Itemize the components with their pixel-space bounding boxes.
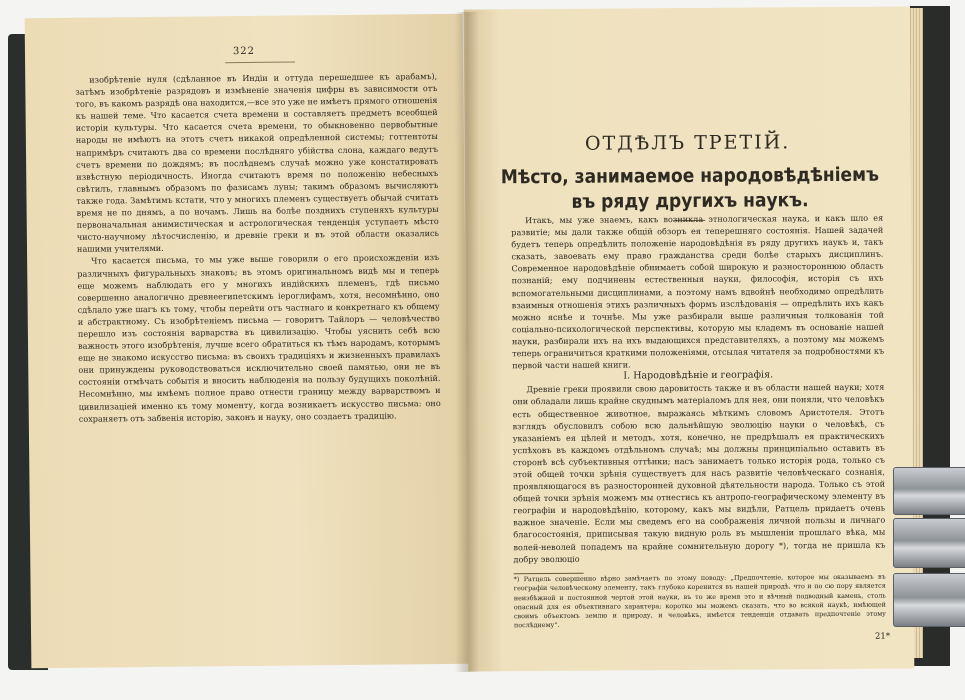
header-rule: [225, 61, 295, 63]
section-title: ОТДѢЛЪ ТРЕТІЙ.: [584, 131, 791, 155]
chapter-title: Мѣсто, занимаемое народовѣдѣніемъ въ ряду другихъ наукъ.: [500, 163, 880, 213]
footnote: *) Ратцель совершенно вѣрно замѣчаетъ по этому поводу: „Предпочтеніе, которое мы оказываемъ въ географіи человѣческому элементу, такъ глубоко коренится въ нашей природѣ, что и по сю пору является неизбѣжной и постоянной чертой этой науки, въ то же время это и вѣчный подводный камень, столь опасный для ея объективнаго характера; коротко мы можемъ сказать, что во всякой наукѣ, имѣющей своимъ объектомъ землю и природу, и человѣкъ, имѣется тенденція отдавать предпочтеніе этому послѣднему“.: [513, 572, 886, 630]
left-text-column: [75, 70, 441, 424]
subsection-heading: I. Народовѣдѣніе и географія.: [623, 369, 774, 382]
paragraph: Что касается письма, то мы уже выше говорили о его происхожденіи изъ различныхъ фигуральныхъ знаковъ; въ этомъ оригинальномъ видѣ мы и теперь еще можемъ наблюдать его у многихъ индійскихъ племенъ, гдѣ письмо совершенно аналогично древнеегипетскимъ іероглифамъ, хотя, несомнѣнно, оно сдѣлало уже шагъ къ тому, чтобы перейти отъ частнаго и конкретнаго къ общему и абстрактному. Съ изобрѣтеніемъ письма — говоритъ Тайлоръ — человѣчество перешло изъ состоянія варварства въ цивилизацію. Чтобы уяснить себѣ всю важность этого изобрѣтенія, лучше всего обратиться къ тѣмъ народамъ, которымъ еще не знакомо искусство письма: въ своихъ традиціяхъ и жизненныхъ правилахъ они принуждены руководствоваться исключительно своей памятью, они не въ состояніи отмѣчать событія и вносить наблюденія на пользу будущихъ поколѣній. Несомнѣнно, мы имѣемъ полное право отнести границу между варварствомъ и цивилизаціей именно къ тому моменту, когда возникаетъ искусство письма: оно сохраняетъ отъ забвенія исторію, законъ и науку, оно создаетъ традицію.: [77, 252, 441, 424]
signature-mark: 21*: [874, 631, 891, 642]
book-gutter: [455, 12, 479, 672]
intro-paragraph: Итакъ, мы уже знаемъ, какъ возникла этнологическая наука, и какъ шло ея развитіе; мы дали также общій обзоръ ея теперешняго состоянія. Нашей задачей будетъ теперь опредѣлить положеніе народовѣдѣнія въ ряду другихъ наукъ и, такъ сказать, завоевать ему право гражданства среди болѣе старыхъ дисциплинъ. Современное народовѣдѣніе обнимаетъ собой широкую и разностороннюю область познаній; ему подчинены естественныя науки, философія, исторія съ ихъ вспомогательными дисциплинами, а поэтому намъ вдвойнѣ необходимо опредѣлить взаимныя отношенія этихъ различныхъ формъ изслѣдованія — опредѣлить ихъ какъ можно яснѣе и точнѣе. Мы уже разбирали выше различныя толкованія той соціально-психологической перспективы, которую мы кладемъ въ основаніе нашей науки, разбирали ихъ на ихъ выдающихся представителяхъ, а поэтому мы можемъ теперь ограничиться краткими положеніями, отсылая читателя за подробностями къ первой части нашей книги.: [511, 212, 885, 371]
page-clip-middle: [893, 518, 965, 568]
paragraph: изобрѣтеніе нуля (сдѣланное въ Индіи и оттуда перешедшее къ арабамъ), затѣмъ изобрѣтеніе разрядовъ и измѣненіе значенія цифры въ зависимости отъ того, въ какомъ разрядѣ она находится,—все это уже не имѣетъ прямого отношенія къ нашей теме. Что касается счета времени и составляетъ предметъ всеобщей исторіи культуры. Что касается счета времени, то обыкновенно первобытные народы не имѣютъ на этотъ счетъ никакой опредѣленной системы; готтентоты напримѣръ считаютъ два со времени послѣдняго убійства слона, каждаго ведутъ счетъ времени по дождямъ; въ послѣднемъ случаѣ можно уже констатировать извѣстную періодичность. Иногда считаютъ время по положенію небесныхъ свѣтилъ, главнымъ образомъ по фазисамъ луны; такимъ образомъ вычисляютъ также года. Замѣтимъ кстати, что у многихъ племенъ существуетъ обычай считать время не по днямъ, а по ночамъ. Лишь на болѣе позднихъ ступеняхъ культуры первоначальная анимистическая и астрологическая тенденція уступаетъ мѣсто чисто-научному лѣтосчисленію, и древніе греки и въ этой области оказались нашими учителями.: [75, 70, 439, 255]
right-text-column: [511, 212, 885, 565]
right-page: [464, 6, 915, 671]
page-clip-top: [893, 467, 965, 515]
left-page: [25, 14, 470, 669]
page-clip-bottom: [893, 573, 965, 627]
page-number: 322: [232, 45, 256, 58]
body-paragraph: Древніе греки проявили свою даровитость также и въ области нашей науки; хотя они обладали лишь крайне скуднымъ матеріаломъ для нея, они поняли, что человѣкъ есть общественное животное, выражаясь мѣткимъ словомъ Аристотеля. Этотъ взглядъ обусловилъ собою всю дальнѣйшую эволюцію науки о человѣкѣ, съ указаніемъ ея цѣлей и методъ, хотя, конечно, не предрѣшалъ ея практическихъ успѣховъ въ каждомъ отдѣльномъ случаѣ; мы должны принципіально оставить въ сторонѣ всѣ субъективныя оттѣнки; насъ занимаетъ только исторія рода, только съ этой общей точки зрѣнія существуетъ для насъ развитіе человѣческаго сознанія, проявляющагося въ разносторонней духовной дѣятельности народа. Только съ этой общей точки зрѣнія можемъ мы отнестись къ антропо-географическому элементу въ географіи и народовѣдѣнію, которому, какъ мы видѣли, Ратцель придаетъ очень важное значеніе. Если мы сведемъ его на соображенія личной пользы и личнаго благосостоянія, приписывая такую видную роль въ мышленіи прошлаго вѣка, мы волей-неволей попадемъ на крайне сомнительную дорогу *), тогда не пришла къ добру эволюціо: [512, 381, 886, 564]
